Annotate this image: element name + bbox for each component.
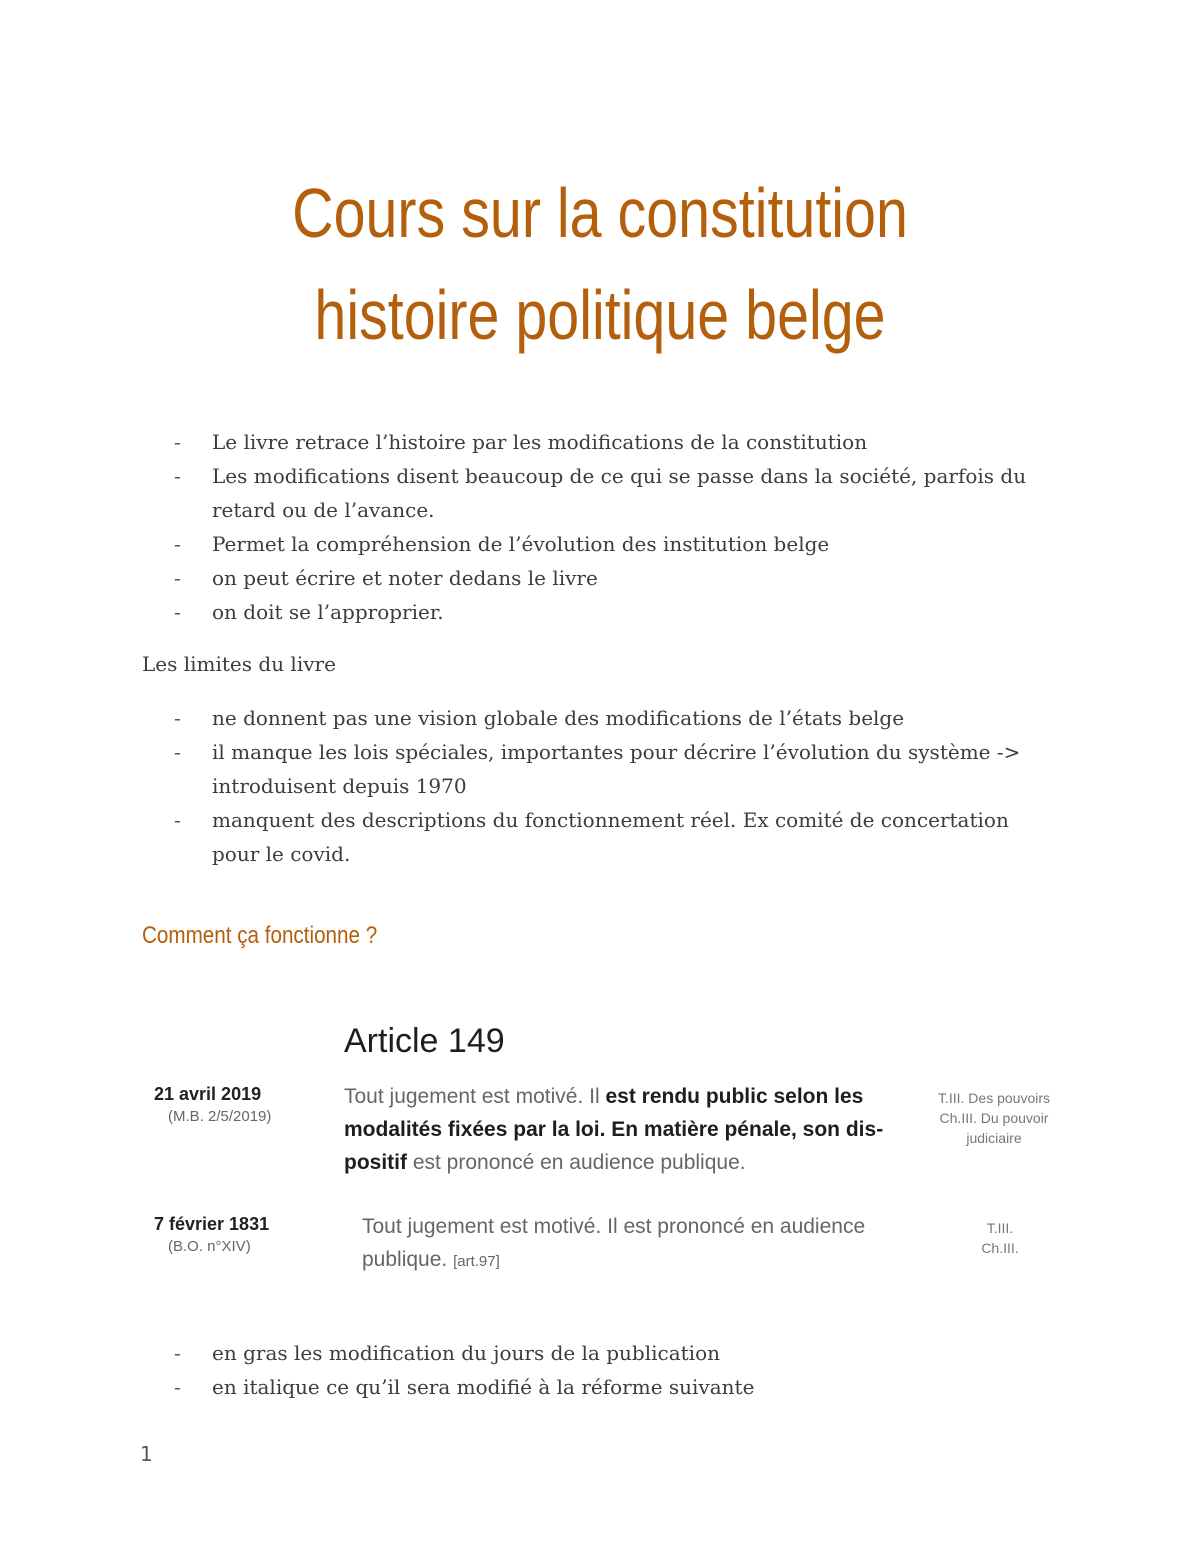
dash-bullet: - [174,740,181,764]
list-item: - manquent des descriptions du fonctionnement réel. Ex comité de concertation pour le covid. [172,803,1052,871]
dash-bullet: - [174,600,181,624]
dash-bullet: - [174,566,181,590]
list-item: - Les modifications disent beaucoup de ce qui se passe dans la société, parfois du retard ou de l’avance. [172,459,1052,527]
dash-bullet: - [174,706,181,730]
article-image [140,1010,1080,1290]
version-date: 7 février 1831 [154,1214,270,1234]
version-reference: (B.O. n°XIV) [168,1238,251,1255]
document-title [108,162,1092,366]
list-item: - il manque les lois spéciales, importantes pour décrire l’évolution du système -> introduisent depuis 1970 [172,735,1052,803]
limits-list [172,701,1052,871]
version-reference: (M.B. 2/5/2019) [168,1108,272,1125]
dash-bullet: - [174,464,181,488]
list-item: - Le livre retrace l’histoire par les modifications de la constitution [172,425,1052,459]
dash-bullet: - [174,430,181,454]
section-heading: Comment ça fonctionne ? [142,922,378,949]
intro-list [172,425,1052,629]
limits-heading: Les limites du livre [142,652,336,676]
dash-bullet: - [174,1375,181,1399]
page-number: 1 [140,1442,153,1466]
title-line-2: histoire politique belge [314,276,886,354]
list-item: - en italique ce qu’il sera modifié à la réforme suivante [172,1370,1052,1404]
dash-bullet: - [174,1341,181,1365]
legend-list [172,1336,1052,1404]
version-date: 21 avril 2019 [154,1084,262,1104]
dash-bullet: - [174,532,181,556]
list-item: - on doit se l’approprier. [172,595,1052,629]
list-item: - Permet la compréhension de l’évolution des institution belge [172,527,1052,561]
article-location: T.III. Des pouvoirs Ch.III. Du pouvoir judiciaire [937,1090,1051,1146]
article-number-ref: [art.97] [453,1253,500,1270]
title-line-1: Cours sur la constitution [292,174,908,252]
list-item: - on peut écrire et noter dedans le livre [172,561,1052,595]
dash-bullet: - [174,808,181,832]
article-location: T.III. Ch.III. [981,1220,1019,1256]
list-item: - ne donnent pas une vision globale des modifications de l’états belge [172,701,1052,735]
list-item: - en gras les modification du jours de la publication [172,1336,1052,1370]
article-title: Article 149 [344,1022,505,1060]
article-text-current: Tout jugement est motivé. Il est rendu public selon les modalités fixées par la loi. En matière pénale, son dis-positif est prononcé en audience publique. [344,1085,884,1174]
article-text-original: Tout jugement est motivé. Il est prononcé en audience publique. [art.97] [362,1215,866,1271]
